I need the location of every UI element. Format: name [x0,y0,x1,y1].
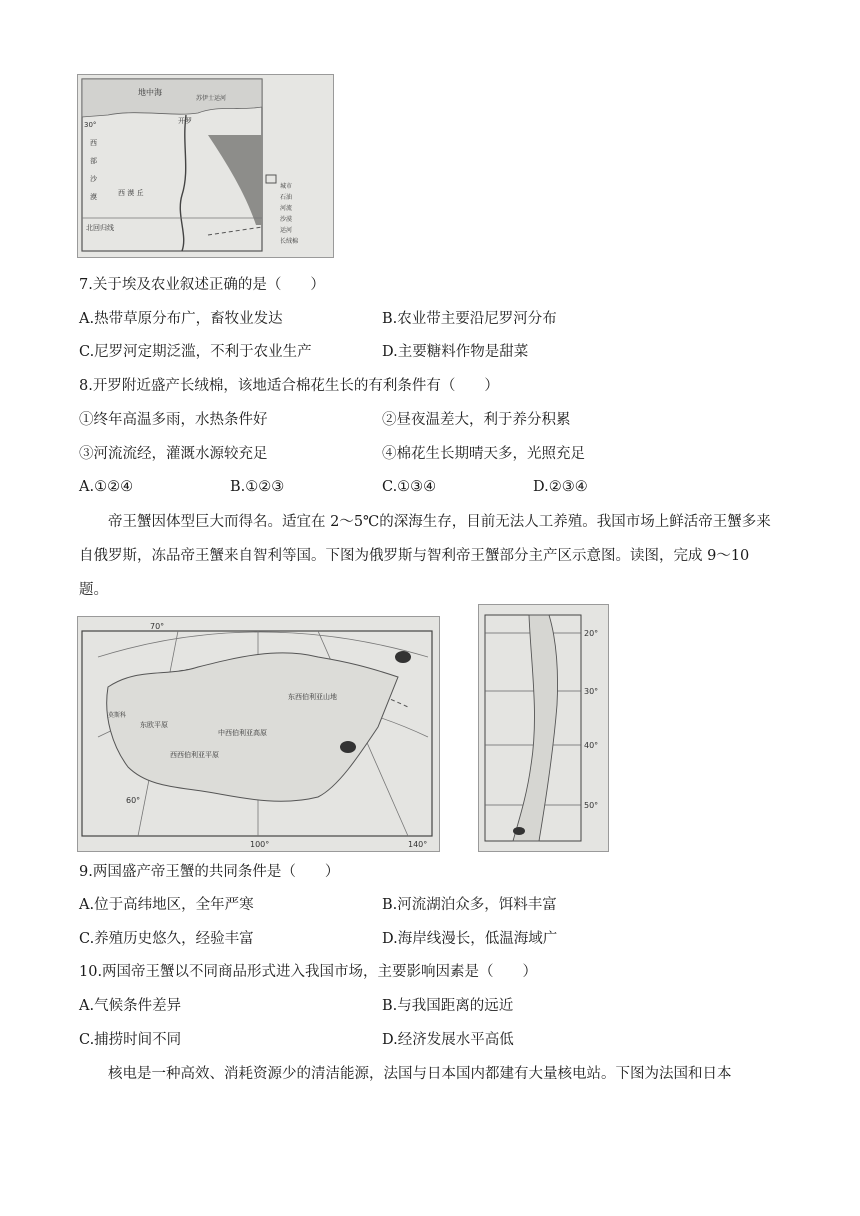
legend-river: 河流 [280,205,293,212]
q9-option-b: B.河流湖泊众多，饵料丰富 [382,897,557,913]
canal-label: 苏伊士运河 [196,95,227,102]
crab-symbol [513,827,525,835]
q8-item-4: ④棉花生长期晴天多，光照充足 [382,446,585,462]
region-label-4: 漠 [90,193,97,201]
legend-desert: 沙漠 [280,216,293,223]
q8-option-c: C.①③④ [382,479,437,495]
q8-option-a: A.①②④ [79,479,134,495]
lon-140-label: 140° [408,840,428,849]
russia-map [77,616,440,852]
legend-oil: 石油 [280,194,293,201]
region-label-1: 西 [90,139,97,147]
tropic-label: 北回归线 [86,224,114,232]
region-label-2: 部 [90,157,97,165]
cairo-label: 开罗 [178,117,192,125]
q7-option-b: B.农业带主要沿尼罗河分布 [382,311,557,327]
lon-100-label: 100° [250,840,270,849]
egypt-map [77,74,334,258]
q7-option-d: D.主要糖料作物是甜菜 [382,344,529,360]
passage-king-crab: 帝王蟹因体型巨大而得名。适宜在 2～5℃的深海生存，目前无法人工养殖。我国市场上鲜活帝王蟹多来自俄罗斯，冻品帝王蟹来自智利等国。下图为俄罗斯与智利帝王蟹部分主产区示意图。读图，完成 9～10 题。 [79,514,771,598]
q7-option-a: A.热带草原分布广，畜牧业发达 [79,311,283,327]
lat-60-label: 60° [126,796,141,805]
egypt-map-drawing [78,75,334,258]
lat-20-label: 20° [584,629,599,638]
lat-30-label: 30° [584,687,599,696]
russia-map-drawing [78,617,440,852]
q9-stem: 9.两国盛产帝王蟹的共同条件是（ ） [79,864,340,880]
q8-option-d: D.②③④ [533,479,588,495]
east-siberia-label: 东西伯利亚山地 [288,693,337,701]
legend-cotton: 长绒棉 [280,238,299,245]
crab-symbol [340,741,356,753]
central-siberia-label: 中西伯利亚高原 [218,729,267,737]
q9-option-c: C.养殖历史悠久，经验丰富 [79,931,254,947]
lat-30-label: 30° [84,121,97,129]
crab-symbol [395,651,411,663]
lat-50-label: 50° [584,801,599,810]
q8-item-2: ②昼夜温差大，利于养分积累 [382,412,571,428]
q10-option-a: A.气候条件差异 [79,998,182,1014]
region-label-3: 沙 [90,175,97,183]
q8-item-3: ③河流流经，灌溉水源较充足 [79,446,268,462]
q10-stem: 10.两国帝王蟹以不同商品形式进入我国市场，主要影响因素是（ ） [79,964,538,980]
q10-option-d: D.经济发展水平高低 [382,1032,514,1048]
q7-stem: 7.关于埃及农业叙述正确的是（ ） [79,277,325,293]
q7-option-c: C.尼罗河定期泛滥，不利于农业生产 [79,344,312,360]
chile-map-drawing [479,605,609,852]
lat-40-label: 40° [584,741,599,750]
west-siberia-label: 西西伯利亚平原 [170,751,219,759]
legend-canal: 运河 [280,227,293,234]
q8-item-1: ①终年高温多雨，水热条件好 [79,412,268,428]
lon-70-label: 70° [150,622,165,631]
q8-stem: 8.开罗附近盛产长绒棉，该地适合棉花生长的有利条件有（ ） [79,378,499,394]
legend-city: 城市 [280,183,293,190]
moscow-label: 莫斯科 [108,712,127,719]
q9-option-d: D.海岸线漫长，低温海域广 [382,931,558,947]
q9-option-a: A.位于高纬地区，全年严寒 [79,897,254,913]
sea-label: 地中海 [138,88,162,97]
q10-option-c: C.捕捞时间不同 [79,1032,182,1048]
desert-label: 西 漠 丘 [118,189,144,197]
chile-map [478,604,609,852]
q8-option-b: B.①②③ [230,479,285,495]
passage-nuclear: 核电是一种高效、消耗资源少的清洁能源，法国与日本国内都建有大量核电站。下图为法国和日本 [108,1066,732,1082]
east-europe-plain-label: 东欧平原 [140,721,168,729]
q10-option-b: B.与我国距离的远近 [382,998,514,1014]
